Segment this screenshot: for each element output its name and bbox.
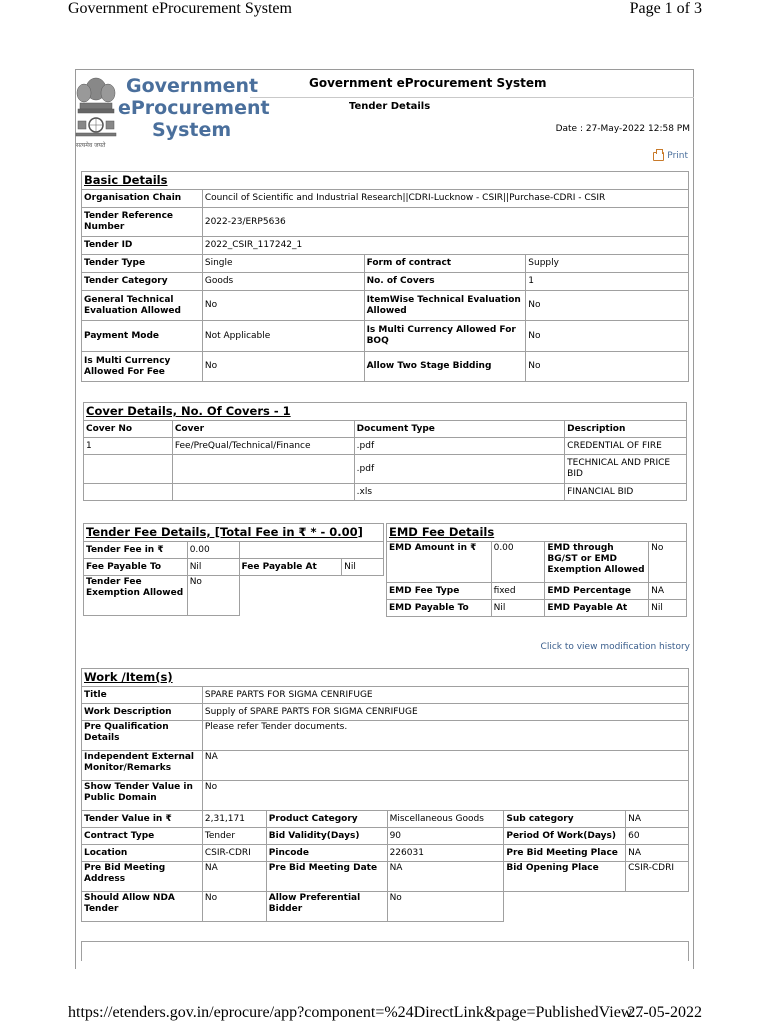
label-pre-bid-address: Pre Bid Meeting Address <box>82 862 203 892</box>
label-emd-through: EMD through BG/ST or EMD Exemption Allowed <box>545 542 649 583</box>
value-pre-bid-address: NA <box>202 862 266 892</box>
value-emd-through: No <box>649 542 687 583</box>
value-location: CSIR-CDRI <box>202 845 266 862</box>
tender-fee-heading: Tender Fee Details, [Total Fee in ₹ * - 0.00] <box>84 524 384 542</box>
value-tender-fee: 0.00 <box>187 542 239 559</box>
cell-description: TECHNICAL AND PRICE BID <box>565 455 687 484</box>
value-sub-category: NA <box>626 811 689 828</box>
cell-description: FINANCIAL BID <box>565 484 687 501</box>
value-preferential-bidder: No <box>387 892 504 922</box>
brand-logo-text: Government eProcurement System <box>118 75 270 141</box>
label-form-of-contract: Form of contract <box>364 255 526 273</box>
label-fee-exemption: Tender Fee Exemption Allowed <box>84 576 188 616</box>
label-fee-payable-to: Fee Payable To <box>84 559 188 576</box>
print-label: Print <box>667 151 688 161</box>
value-title: SPARE PARTS FOR SIGMA CENRIFUGE <box>202 687 688 704</box>
label-emd-payable-to: EMD Payable To <box>387 600 492 617</box>
label-mc-fee: Is Multi Currency Allowed For Fee <box>82 352 203 382</box>
date-stamp: Date : 27-May-2022 12:58 PM <box>555 124 690 134</box>
page-title: Tender Details <box>349 101 431 112</box>
table-row <box>84 438 687 455</box>
modification-history-link[interactable]: Click to view modification history <box>540 642 690 652</box>
label-org-chain: Organisation Chain <box>82 190 203 208</box>
table-row <box>84 455 687 484</box>
label-tender-id: Tender ID <box>82 237 203 255</box>
value-independent-monitor: NA <box>202 751 688 781</box>
value-tender-type: Single <box>202 255 364 273</box>
value-fee-payable-to: Nil <box>187 559 239 576</box>
col-header-cover-no: Cover No <box>84 421 173 438</box>
value-tender-value: 2,31,171 <box>202 811 266 828</box>
value-tender-ref: 2022-23/ERP5636 <box>202 208 688 237</box>
value-nda-tender: No <box>202 892 266 922</box>
cell-document-type: .pdf <box>354 438 565 455</box>
value-no-of-covers: 1 <box>526 273 689 291</box>
work-items-table <box>81 668 689 922</box>
value-pre-qualification: Please refer Tender documents. <box>202 721 688 751</box>
label-independent-monitor: Independent External Monitor/Remarks <box>82 751 203 781</box>
label-gte: General Technical Evaluation Allowed <box>82 291 203 321</box>
label-bid-validity: Bid Validity(Days) <box>266 828 387 845</box>
label-pre-bid-date: Pre Bid Meeting Date <box>266 862 387 892</box>
label-pre-bid-place: Pre Bid Meeting Place <box>504 845 626 862</box>
cell-document-type: .pdf <box>354 455 565 484</box>
next-section-box <box>81 941 689 961</box>
label-tender-type: Tender Type <box>82 255 203 273</box>
label-emd-payable-at: EMD Payable At <box>545 600 649 617</box>
value-pre-bid-date: NA <box>387 862 504 892</box>
label-work-description: Work Description <box>82 704 203 721</box>
label-bid-opening-place: Bid Opening Place <box>504 862 626 892</box>
value-tender-id: 2022_CSIR_117242_1 <box>202 237 688 255</box>
col-header-cover: Cover <box>172 421 354 438</box>
table-row <box>84 484 687 501</box>
value-work-description: Supply of SPARE PARTS FOR SIGMA CENRIFUGE <box>202 704 688 721</box>
print-date: 27-05-2022 <box>627 1004 702 1021</box>
work-items-heading: Work /Item(s) <box>82 669 689 687</box>
page-number: Page 1 of 3 <box>629 0 702 17</box>
label-tender-value: Tender Value in ₹ <box>82 811 203 828</box>
cell-cover <box>172 484 354 501</box>
label-emd-amount: EMD Amount in ₹ <box>387 542 492 583</box>
tender-fee-table <box>83 523 384 616</box>
cell-cover: Fee/PreQual/Technical/Finance <box>172 438 354 455</box>
label-nda-tender: Should Allow NDA Tender <box>82 892 203 922</box>
label-sub-category: Sub category <box>504 811 626 828</box>
value-fee-payable-at: Nil <box>342 559 384 576</box>
label-emd-percentage: EMD Percentage <box>545 583 649 600</box>
value-payment-mode: Not Applicable <box>202 321 364 352</box>
value-tender-category: Goods <box>202 273 364 291</box>
value-emd-payable-to: Nil <box>491 600 545 617</box>
value-form-of-contract: Supply <box>526 255 689 273</box>
label-mc-boq: Is Multi Currency Allowed For BOQ <box>364 321 526 352</box>
label-show-tender-value: Show Tender Value in Public Domain <box>82 781 203 811</box>
label-tender-fee: Tender Fee in ₹ <box>84 542 188 559</box>
label-emd-fee-type: EMD Fee Type <box>387 583 492 600</box>
value-pre-bid-place: NA <box>626 845 689 862</box>
value-gte: No <box>202 291 364 321</box>
label-pincode: Pincode <box>266 845 387 862</box>
page-header-title: Government eProcurement System <box>68 0 292 17</box>
label-two-stage: Allow Two Stage Bidding <box>364 352 526 382</box>
label-product-category: Product Category <box>266 811 387 828</box>
printer-icon <box>653 152 664 161</box>
value-pincode: 226031 <box>387 845 504 862</box>
print-button[interactable] <box>653 151 688 161</box>
value-bid-opening-place: CSIR-CDRI <box>626 862 689 892</box>
label-contract-type: Contract Type <box>82 828 203 845</box>
label-pre-qualification: Pre Qualification Details <box>82 721 203 751</box>
divider <box>250 97 694 98</box>
cover-details-heading: Cover Details, No. Of Covers - 1 <box>84 403 687 421</box>
col-header-document-type: Document Type <box>354 421 565 438</box>
value-org-chain: Council of Scientific and Industrial Research||CDRI-Lucknow - CSIR||Purchase-CDRI - CSIR <box>202 190 688 208</box>
label-tender-ref: Tender Reference Number <box>82 208 203 237</box>
value-emd-payable-at: Nil <box>649 600 687 617</box>
cell-document-type: .xls <box>354 484 565 501</box>
basic-details-heading: Basic Details <box>82 172 689 190</box>
label-fee-payable-at: Fee Payable At <box>239 559 342 576</box>
value-emd-fee-type: fixed <box>491 583 545 600</box>
label-preferential-bidder: Allow Preferential Bidder <box>266 892 387 922</box>
emd-fee-table <box>386 523 687 617</box>
cover-details-table <box>83 402 687 501</box>
cell-cover-no <box>84 455 173 484</box>
cell-cover-no: 1 <box>84 438 173 455</box>
value-mc-fee: No <box>202 352 364 382</box>
value-itemwise: No <box>526 291 689 321</box>
value-product-category: Miscellaneous Goods <box>387 811 504 828</box>
emd-fee-heading: EMD Fee Details <box>387 524 687 542</box>
cell-cover-no <box>84 484 173 501</box>
page-url: https://etenders.gov.in/eprocure/app?component=%24DirectLink&page=PublishedView... <box>68 1004 644 1021</box>
label-no-of-covers: No. of Covers <box>364 273 526 291</box>
label-itemwise: ItemWise Technical Evaluation Allowed <box>364 291 526 321</box>
value-contract-type: Tender <box>202 828 266 845</box>
svg-text:सत्यमेव जयते: सत्यमेव जयते <box>76 142 106 149</box>
cell-cover <box>172 455 354 484</box>
basic-details-table <box>81 171 689 382</box>
value-show-tender-value: No <box>202 781 688 811</box>
value-bid-validity: 90 <box>387 828 504 845</box>
value-mc-boq: No <box>526 321 689 352</box>
label-payment-mode: Payment Mode <box>82 321 203 352</box>
col-header-description: Description <box>565 421 687 438</box>
label-period-of-work: Period Of Work(Days) <box>504 828 626 845</box>
label-tender-category: Tender Category <box>82 273 203 291</box>
site-title: Government eProcurement System <box>309 76 547 90</box>
label-title: Title <box>82 687 203 704</box>
label-location: Location <box>82 845 203 862</box>
cell-description: CREDENTIAL OF FIRE <box>565 438 687 455</box>
value-two-stage: No <box>526 352 689 382</box>
value-emd-percentage: NA <box>649 583 687 600</box>
value-fee-exemption: No <box>187 576 239 616</box>
value-period-of-work: 60 <box>626 828 689 845</box>
value-emd-amount: 0.00 <box>491 542 545 583</box>
